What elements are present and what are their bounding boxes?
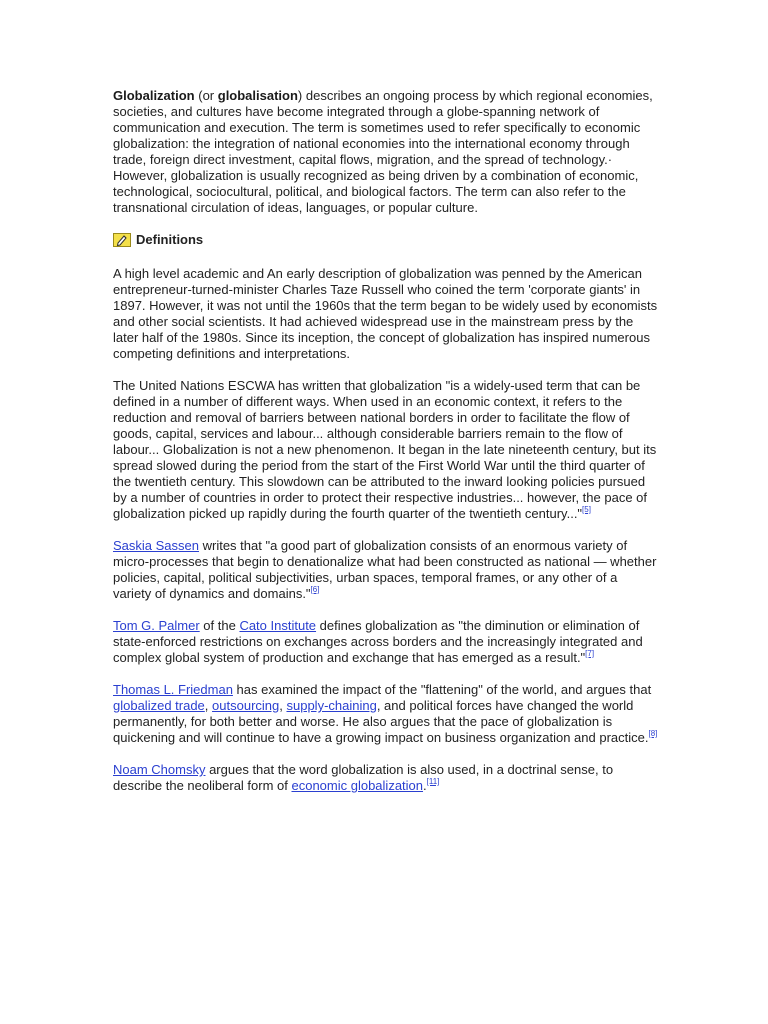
definitions-paragraph-palmer: Tom G. Palmer of the Cato Institute defines globalization as "the diminution or elimination of state-enforced restrictions on exchanges across borders and the increasingly integrated and complex global system of production and exchange that has emerged as a result."[7]	[113, 618, 643, 665]
edit-pencil-icon[interactable]	[113, 233, 131, 247]
link-economic-globalization[interactable]: economic globalization	[291, 778, 424, 793]
definitions-paragraph-escwa: The United Nations ESCWA has written that globalization "is a widely-used term that can be defined in a number of different ways. When used in an economic context, it refers to the reduction and removal of barriers between national borders in order to facilitate the flow of goods, capital, services and labour... although considerable barriers remain to the flow of labour... Globalization is not a new phenomenon. It began in the late nineteenth century, but its spread slowed during the period from the start of the First World War until the third quarter of the twentieth century. This slowdown can be attributed to the inward looking policies pursued by a number of countries in order to protect their respective industries... however, the pace of globalization picked up rapidly during the fourth quarter of the twentieth century..."[5]	[113, 378, 657, 521]
term-globalisation: globalisation	[217, 88, 298, 103]
definitions-paragraph-chomsky: Noam Chomsky argues that the word globalization is also used, in a doctrinal sense, to describe the neoliberal form of economic globalization.[11]	[113, 762, 614, 793]
link-saskia-sassen[interactable]: Saskia Sassen	[113, 538, 199, 553]
link-noam-chomsky[interactable]: Noam Chomsky	[113, 762, 206, 777]
link-thomas-friedman[interactable]: Thomas L. Friedman	[113, 682, 233, 697]
section-title: Definitions	[136, 232, 204, 247]
link-supply-chaining[interactable]: supply-chaining	[286, 698, 377, 713]
citation-link[interactable]: [6]	[310, 585, 320, 594]
intro-paragraph: Globalization (or globalisation) describes an ongoing process by which regional economies, societies, and cultures have become integrated through a globe-spanning network of communication and execution. The term is sometimes used to refer specifically to economic globalization: the integration of national economies into the international economy through trade, foreign direct investment, capital flows, migration, and the spread of technology.· However, globalization is usually recognized as being driven by a combination of economic, technological, sociocultural, political, and biological factors. The term can also refer to the transnational circulation of ideas, languages, or popular culture.	[113, 88, 653, 215]
term-globalization: Globalization	[113, 88, 195, 103]
definitions-paragraph-1: A high level academic and An early description of globalization was penned by the American entrepreneur-turned-minister Charles Taze Russell who coined the term 'corporate giants' in 1897. However, it was not until the 1960s that the term began to be widely used by economists and other social scientists. It had achieved widespread use in the mainstream press by the later half of the 1980s. Since its inception, the concept of globalization has inspired numerous competing definitions and interpretations.	[113, 266, 658, 361]
link-outsourcing[interactable]: outsourcing	[212, 698, 280, 713]
link-cato-institute[interactable]: Cato Institute	[239, 618, 317, 633]
link-tom-palmer[interactable]: Tom G. Palmer	[113, 618, 200, 633]
definitions-paragraph-friedman: Thomas L. Friedman has examined the impact of the "flattening" of the world, and argues that globalized trade, outsourcing, supply-chaining, and political forces have changed the world permanently, for both better and worse. He also argues that the pace of globalization is quickening and will continue to have a growing impact on business organization and practice.[8]	[113, 682, 658, 745]
citation-link[interactable]: [11]	[426, 777, 440, 786]
citation-link[interactable]: [8]	[648, 729, 658, 738]
section-heading	[113, 232, 659, 248]
link-globalized-trade[interactable]: globalized trade	[113, 698, 205, 713]
definitions-paragraph-sassen: Saskia Sassen writes that "a good part of globalization consists of an enormous variety of micro-processes that begin to denationalize what had been constructed as national — whether policies, capital, political subjectivities, urban spaces, temporal frames, or any other of a variety of dynamics and domains."[6]	[113, 538, 657, 601]
citation-link[interactable]: [7]	[585, 649, 595, 658]
article-body	[113, 88, 659, 810]
citation-link[interactable]: [5]	[582, 505, 591, 514]
